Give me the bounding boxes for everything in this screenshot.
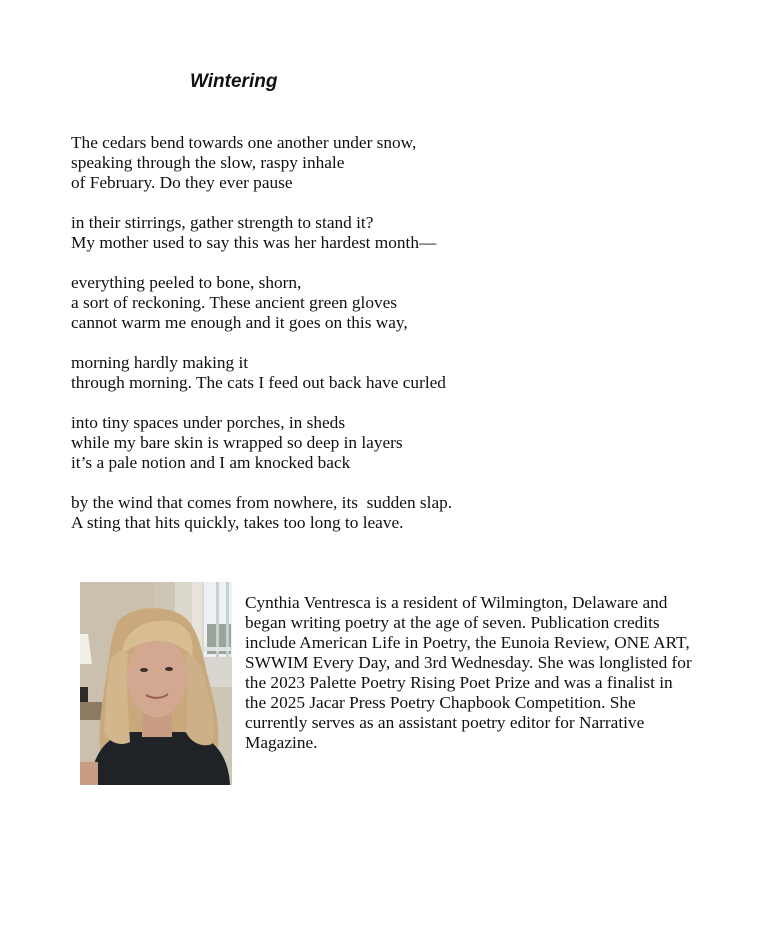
stanza	[71, 493, 452, 533]
stanza	[71, 273, 452, 333]
poem-line: by the wind that comes from nowhere, its sudden slap.	[71, 493, 453, 512]
poem-line: cannot warm me enough and it goes on this way,	[71, 313, 408, 332]
poem-line: while my bare skin is wrapped so deep in layers	[71, 433, 403, 452]
poem-line: into tiny spaces under porches, in sheds	[71, 413, 346, 432]
poem-line: a sort of reckoning. These ancient green gloves	[71, 293, 397, 312]
poem-line: through morning. The cats I feed out back have curled	[71, 373, 446, 392]
author-photo-image	[80, 582, 232, 785]
stanza	[71, 133, 452, 193]
author-photo	[80, 582, 232, 785]
poem-line: of February. Do they ever pause	[71, 173, 293, 192]
poem-line: everything peeled to bone, shorn,	[71, 273, 302, 292]
poem-line: morning hardly making it	[71, 353, 249, 372]
author-bio: Cynthia Ventresca is a resident of Wilmington, Delaware and began writing poetry at the age of seven. Publication credits include American Life in Poetry, the Eunoia Review, ONE ART, SWWIM Every Day, and 3rd Wednesday. She was longlisted for the 2023 Palette Poetry Rising Poet Prize and was a finalist in the 2025 Jacar Press Poetry Chapbook Competition. She currently serves as an assistant poetry editor for Narrative Magazine.	[245, 593, 692, 752]
poem-body	[71, 133, 452, 553]
poem-line: speaking through the slow, raspy inhale	[71, 153, 345, 172]
poem-line: in their stirrings, gather strength to stand it?	[71, 213, 374, 232]
poem-line: The cedars bend towards one another under snow,	[71, 133, 417, 152]
stanza	[71, 353, 452, 393]
poem-line: My mother used to say this was her hardest month—	[71, 233, 437, 252]
poem-line: it’s a pale notion and I am knocked back	[71, 453, 351, 472]
poem-title: Wintering	[190, 71, 278, 92]
stanza	[71, 213, 452, 253]
stanza	[71, 413, 452, 473]
poem-line: A sting that hits quickly, takes too long to leave.	[71, 513, 404, 532]
